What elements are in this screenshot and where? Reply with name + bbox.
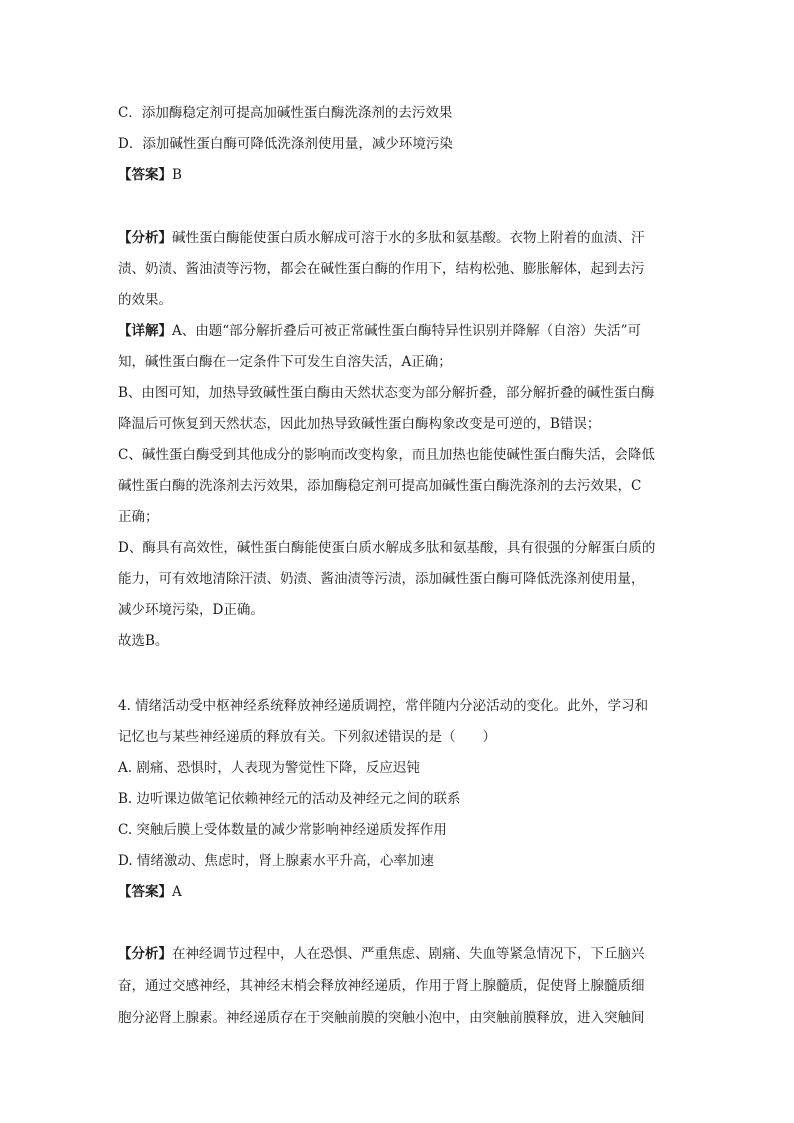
answer-value: A	[172, 884, 182, 900]
q4-stem-line-1: 4. 情绪活动受中枢神经系统释放神经递质调控，常伴随内分泌活动的变化。此外，学习和	[118, 698, 649, 714]
q3-analysis-line-3: 的效果。	[118, 292, 172, 308]
analysis-text: 碱性蛋白酶能使蛋白质水解成可溶于水的多肽和氨基酸。衣物上附着的血渍、汗	[172, 230, 645, 246]
q3-detail-line-3: B、由图可知，加热导致碱性蛋白酶由天然状态变为部分解折叠，部分解折叠的碱性蛋白酶	[118, 385, 655, 401]
q4-option-b: B. 边听课边做笔记依赖神经元的活动及神经元之间的联系	[118, 791, 461, 807]
q3-detail-line-8: D、酶具有高效性，碱性蛋白酶能使蛋白质水解成多肽和氨基酸，具有很强的分解蛋白质的	[118, 540, 656, 556]
q3-detail-line-5: C、碱性蛋白酶受到其他成分的影响而改变构象，而且加热也能使碱性蛋白酶失活，会降低	[118, 447, 655, 463]
q3-detail-line-1	[118, 322, 641, 340]
answer-tag: 【答案】	[118, 884, 172, 900]
q4-analysis-line-2: 奋，通过交感神经，其神经末梢会释放神经递质，作用于肾上腺髓质，促使肾上腺髓质细	[118, 978, 645, 994]
q4-answer	[118, 883, 182, 901]
q3-detail-line-9: 能力，可有效地清除汗渍、奶渍、酱油渍等污渍，添加碱性蛋白酶可降低洗涤剂使用量，	[118, 571, 645, 587]
q4-analysis-line-3: 胞分泌肾上腺素。神经递质存在于突触前膜的突触小泡中，由突触前膜释放，进入突触间	[118, 1010, 645, 1026]
q3-detail-line-10: 减少环境污染，D正确。	[118, 602, 264, 618]
answer-tag: 【答案】	[118, 167, 172, 183]
q3-detail-line-2: 知，碱性蛋白酶在一定条件下可发生自溶失活，A正确；	[118, 354, 452, 370]
detail-text: A、由题“部分解折叠后可被正常碱性蛋白酶特异性识别并降解（自溶）失活”可	[172, 323, 642, 339]
q3-analysis-line-2: 渍、奶渍、酱油渍等污物，都会在碱性蛋白酶的作用下，结构松弛、膨胀解体，起到去污	[118, 261, 645, 277]
q3-analysis-line-1	[118, 229, 645, 247]
q3-detail-line-11: 故选B。	[118, 633, 169, 649]
q4-option-a: A. 剧痛、恐惧时，人表现为警觉性下降，反应迟钝	[118, 760, 420, 776]
q3-option-d: D．添加碱性蛋白酶可降低洗涤剂使用量，减少环境污染	[118, 136, 453, 152]
answer-value: B	[172, 167, 182, 183]
analysis-tag: 【分析】	[118, 946, 172, 962]
q3-option-c: C．添加酶稳定剂可提高加碱性蛋白酶洗涤剂的去污效果	[118, 105, 453, 121]
q3-detail-line-6: 碱性蛋白酶的洗涤剂去污效果，添加酶稳定剂可提高加碱性蛋白酶洗涤剂的去污效果，C	[118, 478, 642, 494]
q4-stem-line-2: 记忆也与某些神经递质的释放有关。下列叙述错误的是（ ）	[118, 729, 496, 745]
q4-option-c: C. 突触后膜上受体数量的减少常影响神经递质发挥作用	[118, 822, 447, 838]
q3-detail-line-4: 降温后可恢复到天然状态，因此加热导致碱性蛋白酶构象改变是可逆的，B错误；	[118, 416, 601, 432]
analysis-tag: 【分析】	[118, 230, 172, 246]
q3-detail-line-7: 正确；	[118, 509, 159, 525]
analysis-text: 在神经调节过程中，人在恐惧、严重焦虑、剧痛、失血等紧急情况下，下丘脑兴	[172, 946, 645, 962]
q4-analysis-line-1	[118, 945, 645, 963]
q3-answer	[118, 166, 182, 184]
detail-tag: 【详解】	[118, 323, 172, 339]
q4-option-d: D. 情绪激动、焦虑时，肾上腺素水平升高，心率加速	[118, 853, 434, 869]
